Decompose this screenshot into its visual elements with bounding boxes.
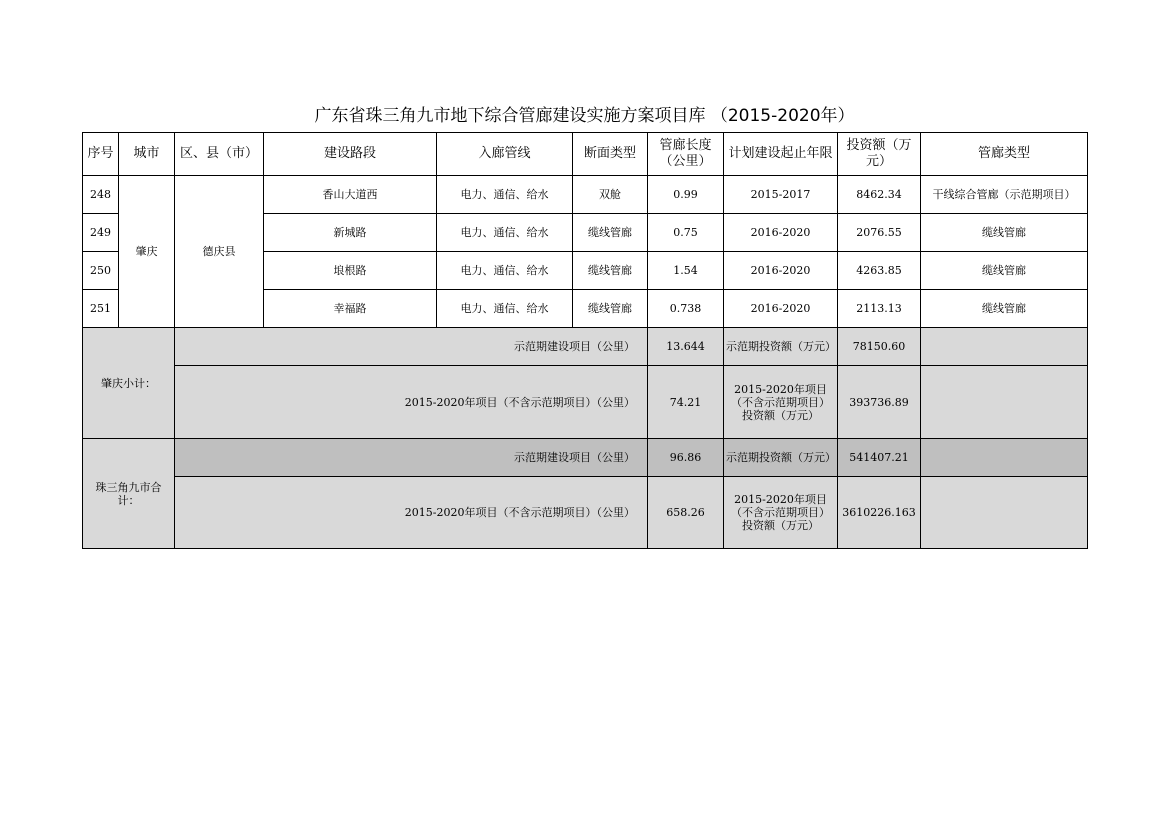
project-table xyxy=(82,132,1088,549)
section-cell: 缆线管廊 xyxy=(573,290,648,328)
pipes-cell: 电力、通信、给水 xyxy=(437,214,573,252)
header-row xyxy=(83,133,1088,176)
pipes-cell: 电力、通信、给水 xyxy=(437,290,573,328)
type-cell: 干线综合管廊（示范期项目） xyxy=(921,176,1088,214)
section-cell: 缆线管廊 xyxy=(573,214,648,252)
subtotal-all-invest: 393736.89 xyxy=(838,366,921,439)
road-cell: 香山大道西 xyxy=(264,176,437,214)
section-cell: 双舱 xyxy=(573,176,648,214)
subtotal-all-label: 2015-2020年项目（不含示范期项目）（公里） xyxy=(175,366,648,439)
years-cell: 2016-2020 xyxy=(724,252,838,290)
years-cell: 2016-2020 xyxy=(724,214,838,252)
road-cell: 幸福路 xyxy=(264,290,437,328)
total-demo-invest-label: 示范期投资额（万元） xyxy=(724,439,838,477)
total-all-length: 658.26 xyxy=(648,477,724,549)
pipes-cell: 电力、通信、给水 xyxy=(437,252,573,290)
invest-cell: 8462.34 xyxy=(838,176,921,214)
type-cell: 缆线管廊 xyxy=(921,290,1088,328)
row-number: 250 xyxy=(83,252,119,290)
row-number: 249 xyxy=(83,214,119,252)
header-cell: 管廊长度（公里） xyxy=(648,133,724,176)
header-cell: 城市 xyxy=(119,133,175,176)
subtotal-all-blank xyxy=(921,366,1088,439)
table-row xyxy=(83,176,1088,214)
total-demo-row xyxy=(83,439,1088,477)
total-label: 珠三角九市合计： xyxy=(83,439,175,549)
subtotal-demo-length: 13.644 xyxy=(648,328,724,366)
subtotal-all-invest-label: 2015-2020年项目（不含示范期项目）投资额（万元） xyxy=(724,366,838,439)
total-all-row xyxy=(83,477,1088,549)
invest-cell: 2076.55 xyxy=(838,214,921,252)
total-demo-blank xyxy=(921,439,1088,477)
section-cell: 缆线管廊 xyxy=(573,252,648,290)
years-cell: 2015-2017 xyxy=(724,176,838,214)
total-demo-label: 示范期建设项目（公里） xyxy=(175,439,648,477)
subtotal-demo-invest: 78150.60 xyxy=(838,328,921,366)
county-cell: 德庆县 xyxy=(175,176,264,328)
subtotal-demo-label: 示范期建设项目（公里） xyxy=(175,328,648,366)
header-cell: 区、县（市） xyxy=(175,133,264,176)
row-number: 251 xyxy=(83,290,119,328)
road-cell: 新城路 xyxy=(264,214,437,252)
type-cell: 缆线管廊 xyxy=(921,252,1088,290)
header-cell: 管廊类型 xyxy=(921,133,1088,176)
subtotal-all-length: 74.21 xyxy=(648,366,724,439)
invest-cell: 4263.85 xyxy=(838,252,921,290)
years-cell: 2016-2020 xyxy=(724,290,838,328)
total-demo-length: 96.86 xyxy=(648,439,724,477)
road-cell: 埌根路 xyxy=(264,252,437,290)
length-cell: 0.75 xyxy=(648,214,724,252)
subtotal-demo-blank xyxy=(921,328,1088,366)
city-cell: 肇庆 xyxy=(119,176,175,328)
header-cell: 建设路段 xyxy=(264,133,437,176)
header-cell: 入廊管线 xyxy=(437,133,573,176)
pipes-cell: 电力、通信、给水 xyxy=(437,176,573,214)
invest-cell: 2113.13 xyxy=(838,290,921,328)
subtotal-demo-row xyxy=(83,328,1088,366)
length-cell: 1.54 xyxy=(648,252,724,290)
header-cell: 断面类型 xyxy=(573,133,648,176)
total-all-invest: 3610226.163 xyxy=(838,477,921,549)
type-cell: 缆线管廊 xyxy=(921,214,1088,252)
subtotal-all-row xyxy=(83,366,1088,439)
length-cell: 0.99 xyxy=(648,176,724,214)
header-cell: 投资额（万元） xyxy=(838,133,921,176)
page-title: 广东省珠三角九市地下综合管廊建设实施方案项目库 （2015-2020年） xyxy=(314,106,855,126)
header-cell: 序号 xyxy=(83,133,119,176)
total-all-invest-label: 2015-2020年项目（不含示范期项目）投资额（万元） xyxy=(724,477,838,549)
row-number: 248 xyxy=(83,176,119,214)
length-cell: 0.738 xyxy=(648,290,724,328)
total-all-blank xyxy=(921,477,1088,549)
total-demo-invest: 541407.21 xyxy=(838,439,921,477)
subtotal-demo-invest-label: 示范期投资额（万元） xyxy=(724,328,838,366)
total-all-label: 2015-2020年项目（不含示范期项目）（公里） xyxy=(175,477,648,549)
subtotal-label: 肇庆小计： xyxy=(83,328,175,439)
header-cell: 计划建设起止年限 xyxy=(724,133,838,176)
